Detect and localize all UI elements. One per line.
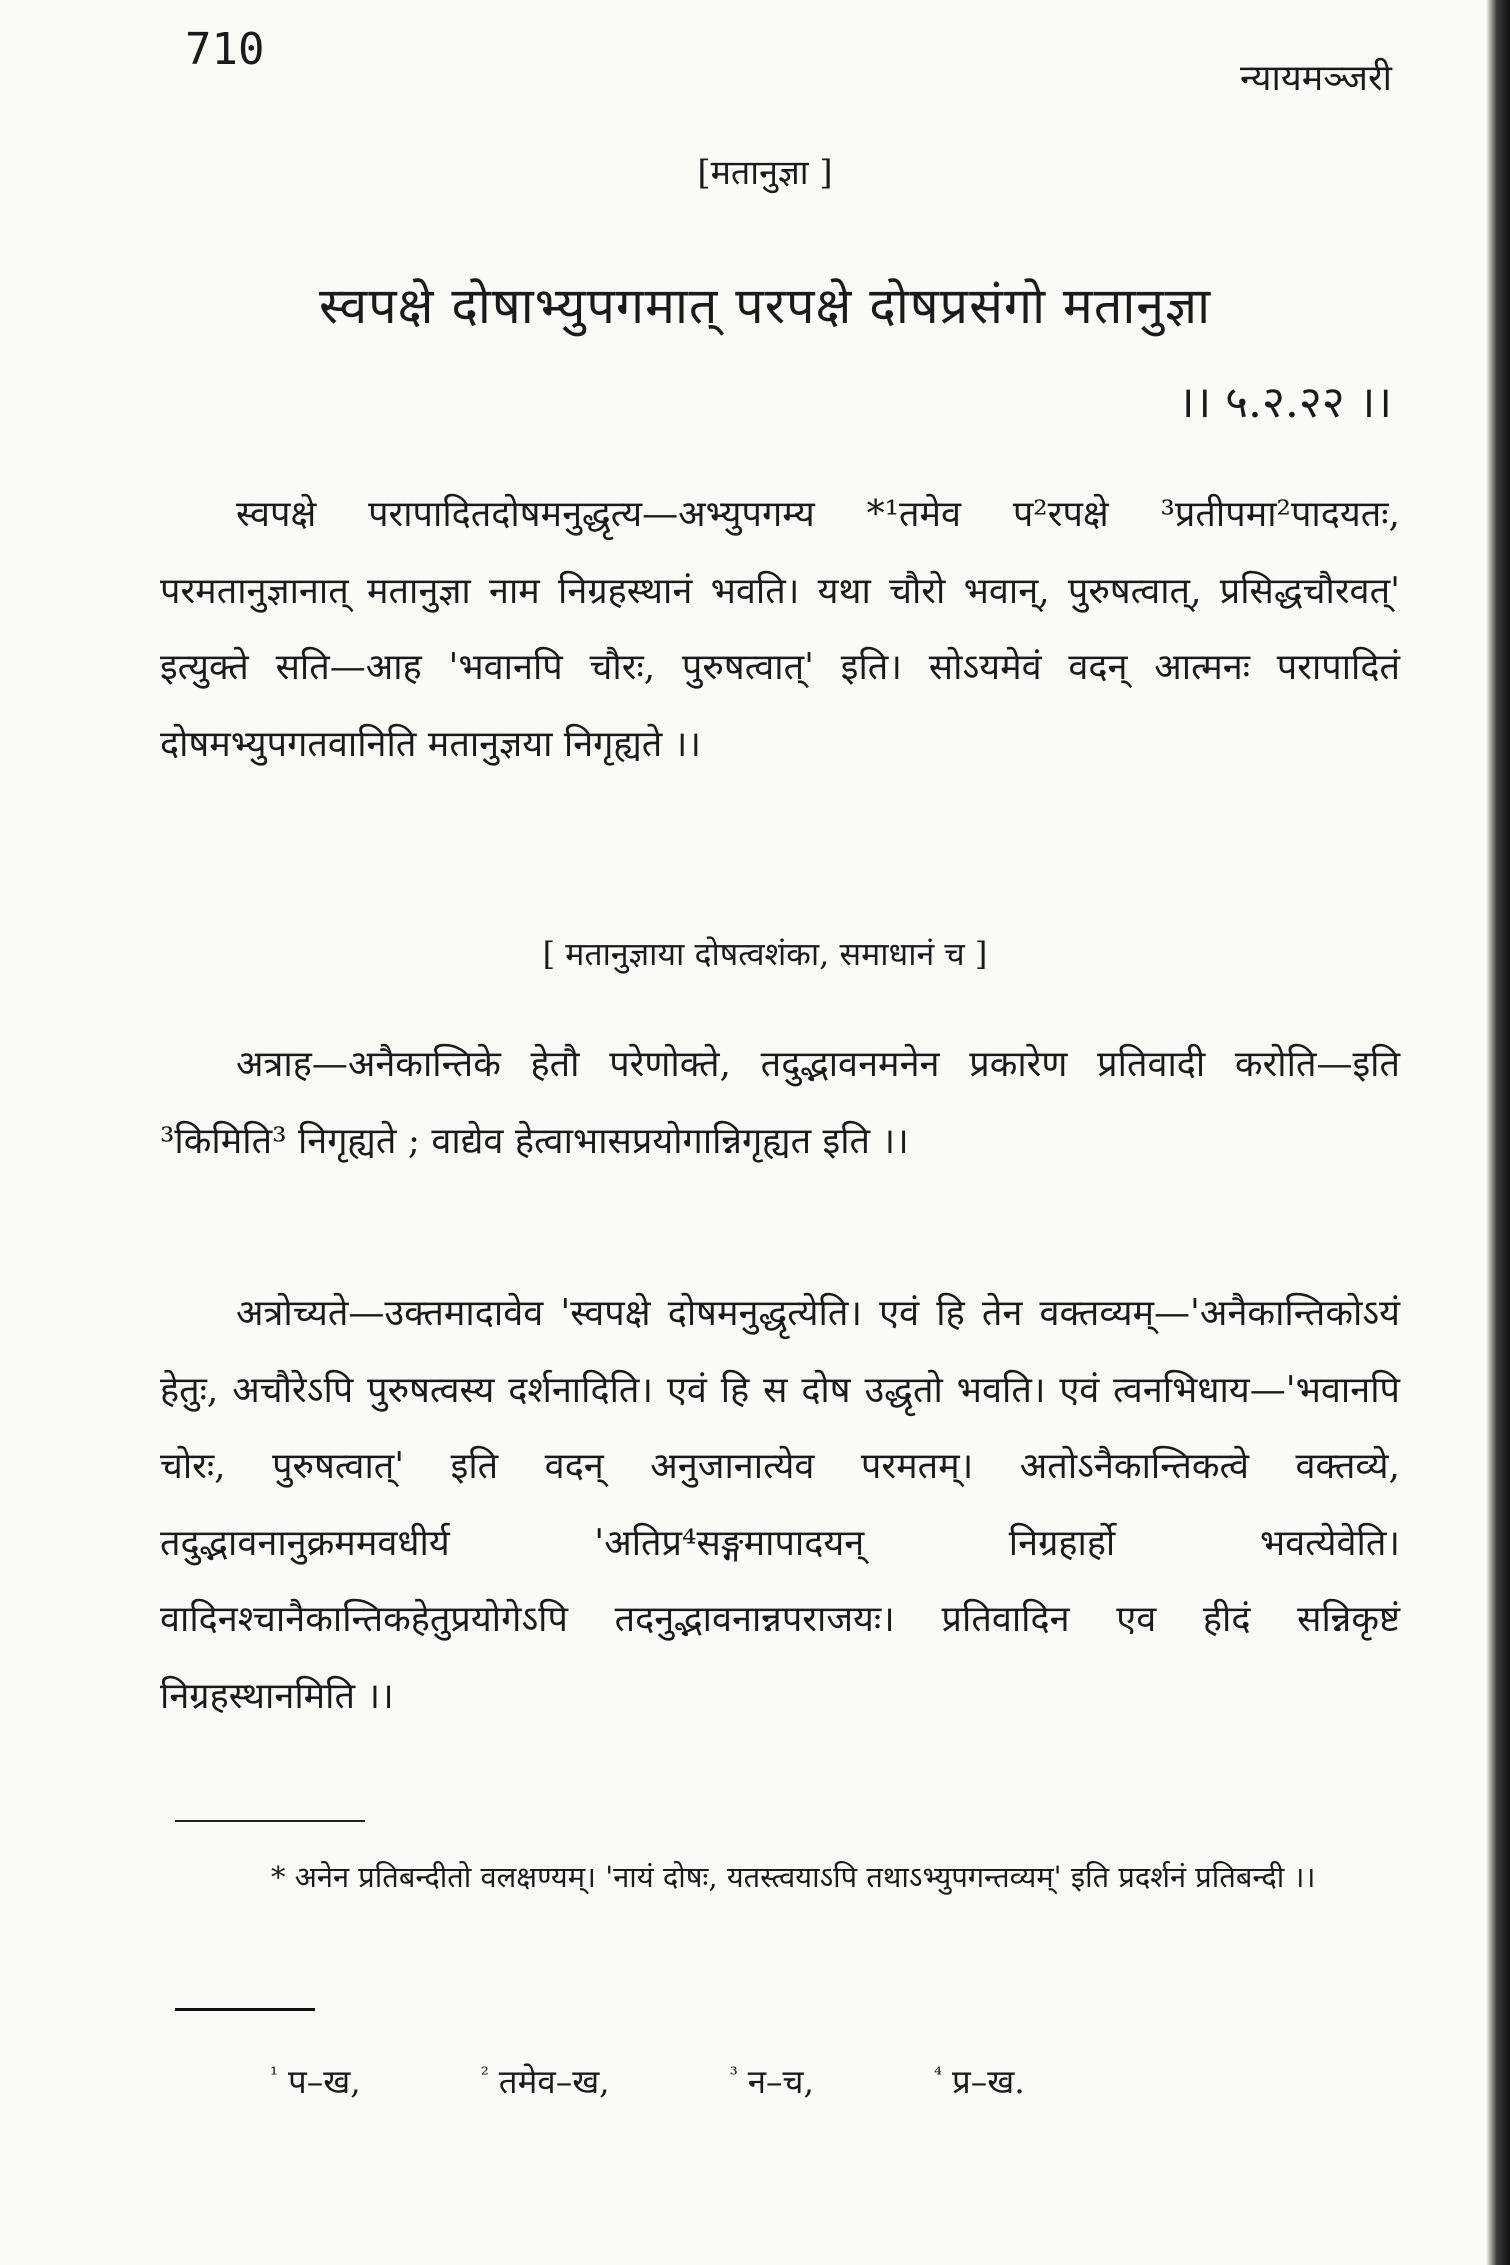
variant-note: $^{^3}$ न–च, [729,2062,814,2101]
commentary-paragraph: अत्रोच्यते—उक्तमादावेव 'स्वपक्षे दोषमनुद्धृत्येति। एवं हि तेन वक्तव्यम्—'अनैकान्तिकोऽयं हेतुः, अचौरेऽपि पुरुषत्वस्य दर्शनादिति। एवं हि स दोष उद्धृतो भवति। एवं त्वनभिधाय—'भवानपि चोरः, पुरुषत्वात्' इति वदन् अनुजानात्येव परमतम्। अतोऽनैकान्तिकत्वे वक्तव्ये, तदुद्भावनानुक्रममवधीर्य 'अतिप्र⁴सङ्गमापादयन् निग्रहार्हो भवत्येवेति। वादिनश्चानैकान्तिकहेतुप्रयोगेऽपि तदनुद्भावनान्नपराजयः। प्रतिवादिन एव हीदं सन्निकृष्टं निग्रहस्थानमिति ।। [160,1293,1400,1717]
running-head: न्यायमञ्जरी [1240,58,1392,99]
commentary-paragraph: स्वपक्षे परापादितदोषमनुद्धृत्य—अभ्युपगम्य *¹तमेव प²रपक्षे ³प्रतीपमा²पादयतः, परमतानुज्ञानात् मतानुज्ञा नाम निग्रहस्थानं भवति। यथा चौरो भवान्, पुरुषत्वात्, प्रसिद्धचौरवत्' इत्युक्ते सति—आह 'भवानपि चौरः, पुरुषत्वात्' इति। सोऽयमेवं वदन् आत्मनः परापादितं दोषमभ्युपगतवानिति मतानुज्ञया निगृह्यते ।। [160,494,1400,765]
commentary-paragraph: अत्राह—अनैकान्तिके हेतौ परेणोक्ते, तदुद्भावनमनेन प्रकारेण प्रतिवादी करोति—इति ³किमिति³ निगृह्यते ; वाद्येव हेत्वाभासप्रयोगान्निगृह्यत इति ।। [160,1044,1400,1162]
footnote-rule [175,1820,365,1822]
variant-note: $^{^2}$ तमेव–ख, [480,2062,610,2101]
section-heading: [ मतानुज्ञाया दोषत्वशंका, समाधानं च ] [542,935,988,973]
section-heading: [मतानुज्ञा ] [697,153,833,193]
sutra-text: स्वपक्षे दोषाभ्युपगमात् परपक्षे दोषप्रसंगो मतानुज्ञा [318,277,1212,335]
page-edge-shadow [1486,0,1510,2265]
sutra-number: ।। ५.२.२२ ।। [1177,377,1392,428]
variant-notes [270,2058,1270,2103]
footnote: * अनेन प्रतिबन्दीतो वलक्षण्यम्। 'नायं दोषः, यतस्त्वयाऽपि तथाऽभ्युपगन्तव्यम्' इति प्रदर्शनं प्रतिबन्दी ।। [271,1860,1316,1894]
page-number: 710 [185,24,265,75]
variant-note: $^{^1}$ प–ख, [270,2062,361,2101]
variant-rule [175,2008,315,2011]
variant-note: $^{^4}$ प्र–ख. [933,2062,1025,2101]
